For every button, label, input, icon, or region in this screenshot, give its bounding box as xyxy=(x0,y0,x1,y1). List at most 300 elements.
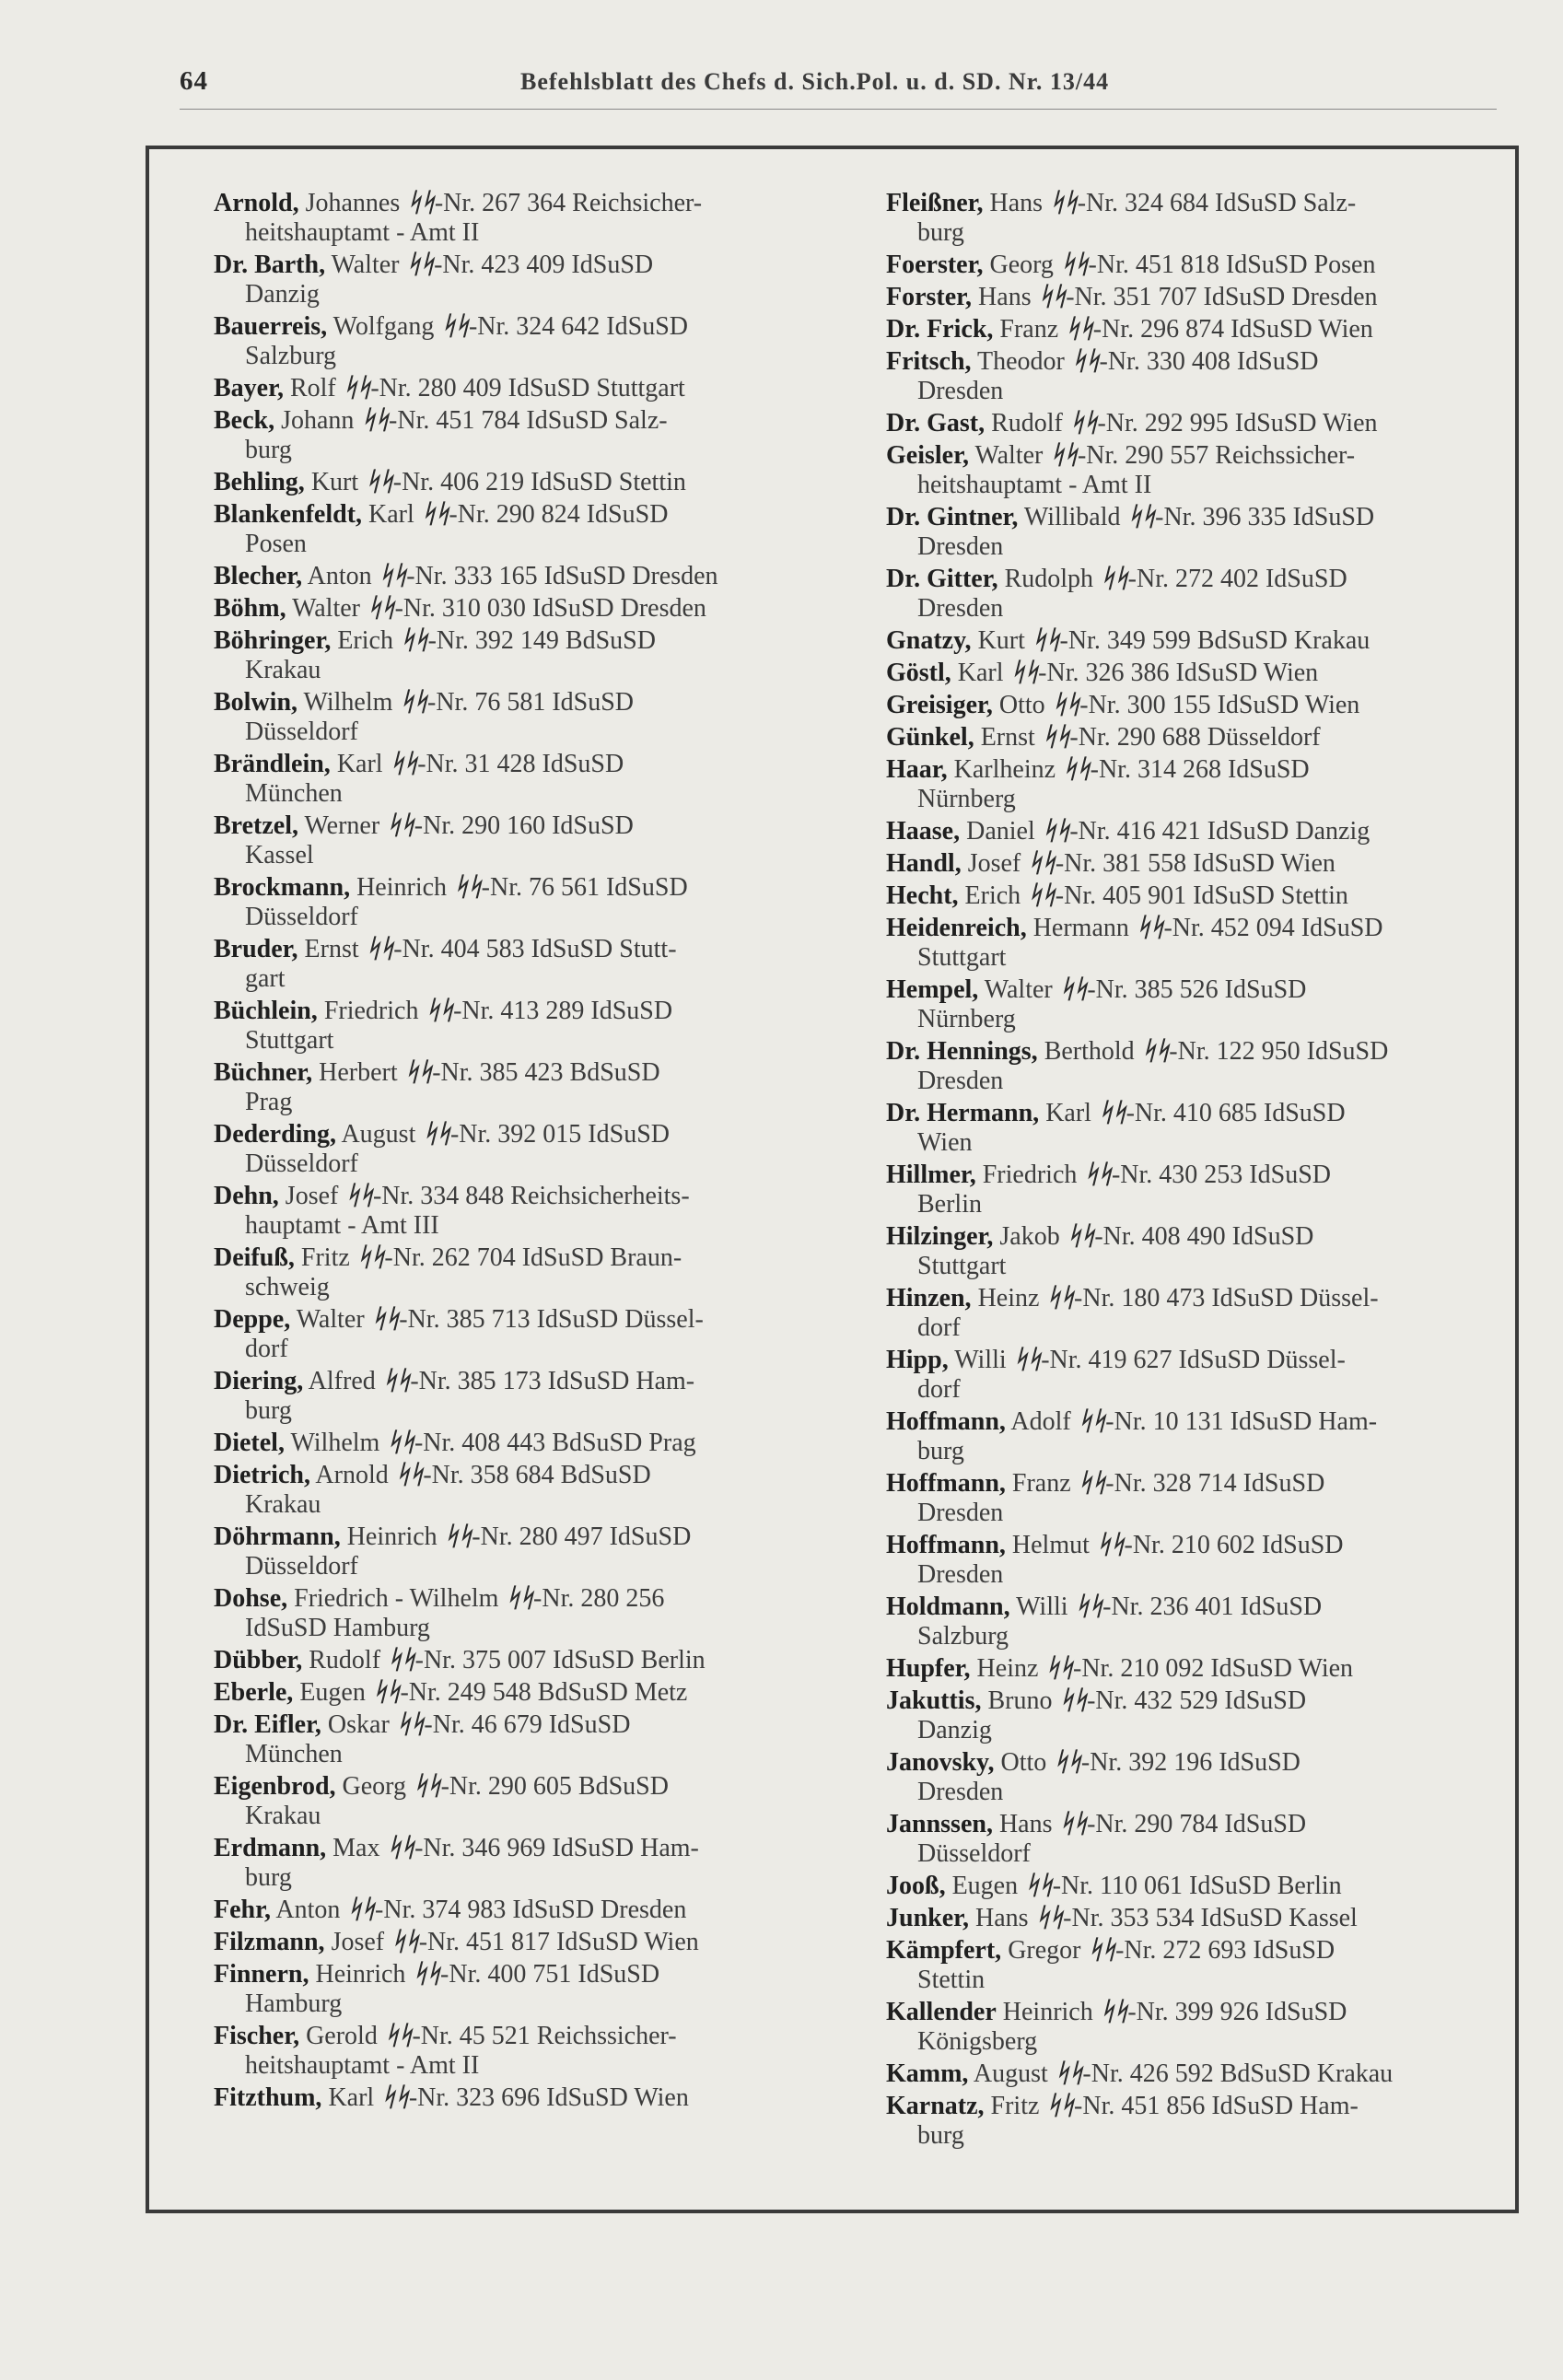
list-item xyxy=(214,500,826,559)
entry-surname: Finnern, xyxy=(214,1960,309,1989)
list-item xyxy=(214,1772,826,1831)
entry-continuation: Krakau xyxy=(245,1490,321,1519)
left-column xyxy=(214,189,826,2116)
entry-surname: Fischer, xyxy=(214,2022,300,2050)
entry-surname: Dehn, xyxy=(214,1182,279,1210)
entry-first-name: Ernst xyxy=(974,723,1042,752)
list-item xyxy=(886,1810,1499,1869)
ss-rune-icon: ᛋᛋ xyxy=(1070,347,1099,376)
list-item xyxy=(214,1646,826,1675)
ss-rune-icon: ᛋᛋ xyxy=(1054,2059,1082,2088)
entry-surname: Holdmann, xyxy=(886,1592,1010,1621)
right-column xyxy=(886,189,1499,2153)
entry-number-office: -Nr. 419 627 IdSuSD Düssel- xyxy=(1041,1346,1346,1374)
ss-rune-icon: ᛋᛋ xyxy=(365,935,393,963)
list-item xyxy=(886,1222,1499,1281)
entry-first-name: Hans xyxy=(972,283,1038,311)
entry-number-office: -Nr. 272 693 IdSuSD xyxy=(1115,1936,1336,1965)
entry-number-office: -Nr. 280 409 IdSuSD Stuttgart xyxy=(370,374,685,402)
ss-rune-icon: ᛋᛋ xyxy=(403,1058,432,1087)
entry-number-office: -Nr. 328 714 IdSuSD xyxy=(1105,1469,1325,1498)
ss-rune-icon: ᛋᛋ xyxy=(453,873,481,902)
entry-first-name: Kurt xyxy=(971,626,1032,655)
ss-rune-icon: ᛋᛋ xyxy=(1044,1654,1073,1683)
entry-surname: Deifuß, xyxy=(214,1243,295,1272)
entry-first-name: Johannes xyxy=(298,189,407,217)
list-item xyxy=(214,406,826,465)
entry-first-name: Adolf xyxy=(1005,1407,1078,1436)
entry-continuation: Prag xyxy=(245,1088,293,1116)
entry-first-name: Rudolf xyxy=(985,409,1069,438)
entry-first-name: Friedrich xyxy=(317,997,426,1025)
entry-first-name: Eugen xyxy=(945,1872,1025,1900)
entry-first-name: Erich xyxy=(331,626,400,655)
ss-rune-icon: ᛋᛋ xyxy=(443,1522,472,1551)
ss-rune-icon: ᛋᛋ xyxy=(371,1678,400,1707)
list-item xyxy=(886,2059,1499,2089)
entry-continuation: Danzig xyxy=(245,280,320,309)
entry-continuation: Dresden xyxy=(917,1067,1004,1095)
list-item xyxy=(214,1305,826,1364)
entry-first-name: Johann xyxy=(274,406,361,435)
entry-surname: Karnatz, xyxy=(886,2092,985,2120)
entry-first-name: Willi xyxy=(948,1346,1013,1374)
entry-continuation: Stuttgart xyxy=(245,1026,334,1055)
entry-continuation: Krakau xyxy=(245,1802,321,1830)
entry-number-office: -Nr. 381 558 IdSuSD Wien xyxy=(1055,849,1336,878)
ss-rune-icon: ᛋᛋ xyxy=(378,562,406,590)
list-item xyxy=(886,1531,1499,1590)
entry-continuation: Nürnberg xyxy=(917,785,1016,813)
list-item xyxy=(214,1834,826,1893)
entry-surname: Behling, xyxy=(214,468,305,496)
entry-surname: Junker, xyxy=(886,1904,970,1932)
ss-rune-icon: ᛋᛋ xyxy=(386,1429,414,1457)
list-item xyxy=(886,283,1499,312)
entry-first-name: Heinrich xyxy=(350,873,454,902)
entry-continuation: Berlin xyxy=(917,1190,982,1219)
ss-rune-icon: ᛋᛋ xyxy=(365,468,392,496)
entry-first-name: Hermann xyxy=(1026,914,1136,942)
ss-rune-icon: ᛋᛋ xyxy=(1034,1904,1063,1932)
entry-first-name: Rudolf xyxy=(302,1646,388,1674)
entry-number-office: -Nr. 430 253 IdSuSD xyxy=(1111,1161,1331,1189)
entry-number-office: -Nr. 76 581 IdSuSD xyxy=(427,688,635,717)
entry-continuation: hauptamt - Amt III xyxy=(245,1211,439,1240)
entry-continuation: burg xyxy=(917,2121,964,2150)
entry-number-office: -Nr. 324 642 IdSuSD xyxy=(468,312,688,341)
entry-first-name: Wolfgang xyxy=(327,312,441,341)
ss-rune-icon: ᛋᛋ xyxy=(1065,315,1092,344)
entry-number-office: -Nr. 290 557 Reichssicher- xyxy=(1077,441,1356,470)
entry-surname: Hillmer, xyxy=(886,1161,976,1189)
entry-number-office: -Nr. 310 030 IdSuSD Dresden xyxy=(394,594,706,623)
entry-surname: Bauerreis, xyxy=(214,312,328,341)
entry-continuation: Nürnberg xyxy=(917,1005,1016,1033)
ss-rune-icon: ᛋᛋ xyxy=(356,1243,384,1272)
ss-rune-icon: ᛋᛋ xyxy=(1049,189,1077,217)
entry-surname: Haase, xyxy=(886,817,961,846)
entry-continuation: München xyxy=(245,1740,343,1768)
ss-rune-icon: ᛋᛋ xyxy=(1068,409,1097,438)
entry-number-office: -Nr. 432 529 IdSuSD xyxy=(1087,1686,1307,1715)
ss-rune-icon: ᛋᛋ xyxy=(1045,2092,1074,2120)
entry-number-office: -Nr. 392 015 IdSuSD xyxy=(449,1120,670,1149)
entry-continuation: Dresden xyxy=(917,1778,1004,1806)
ss-rune-icon: ᛋᛋ xyxy=(1140,1037,1169,1066)
entry-continuation: Dresden xyxy=(917,532,1004,561)
entry-first-name: Kurt xyxy=(304,468,366,496)
ss-rune-icon: ᛋᛋ xyxy=(1066,1222,1094,1251)
entry-first-name: Fritz xyxy=(294,1243,356,1272)
list-item xyxy=(886,691,1499,720)
ss-rune-icon: ᛋᛋ xyxy=(1058,1810,1087,1838)
entry-continuation: burg xyxy=(917,1437,964,1465)
entry-continuation: burg xyxy=(245,436,292,464)
ss-rune-icon: ᛋᛋ xyxy=(1074,1592,1102,1621)
ss-rune-icon: ᛋᛋ xyxy=(386,811,414,840)
entry-first-name: Ernst xyxy=(297,935,366,963)
entry-continuation: burg xyxy=(245,1863,292,1892)
header-rule xyxy=(180,109,1497,110)
entry-first-name: August xyxy=(968,2059,1055,2088)
list-item xyxy=(214,1182,826,1241)
entry-continuation: burg xyxy=(917,218,964,247)
entry-number-office: -Nr. 385 526 IdSuSD xyxy=(1087,975,1307,1004)
entry-surname: Beck, xyxy=(214,406,275,435)
entry-first-name: Franz xyxy=(1005,1469,1078,1498)
entry-continuation: burg xyxy=(245,1396,292,1425)
entry-continuation: Stettin xyxy=(917,1966,986,1994)
entry-number-office: -Nr. 385 713 IdSuSD Düssel- xyxy=(399,1305,704,1334)
list-item xyxy=(886,1904,1499,1933)
entry-continuation: Stuttgart xyxy=(917,1252,1007,1280)
entry-surname: Fitzthum, xyxy=(214,2083,322,2112)
ss-rune-icon: ᛋᛋ xyxy=(389,750,417,778)
entry-surname: Bretzel, xyxy=(214,811,298,840)
entry-first-name: Arnold xyxy=(309,1461,395,1489)
entry-surname: Fleißner, xyxy=(886,189,984,217)
entry-number-office: -Nr. 408 490 IdSuSD xyxy=(1094,1222,1314,1251)
entry-number-office: -Nr. 296 874 IdSuSD Wien xyxy=(1092,315,1373,344)
entry-number-office: -Nr. 249 548 BdSuSD Metz xyxy=(400,1678,688,1707)
entry-continuation: Stuttgart xyxy=(917,943,1007,972)
entry-continuation: Dresden xyxy=(917,1499,1004,1527)
entry-surname: Böhm, xyxy=(214,594,286,623)
entry-surname: Hoffmann, xyxy=(886,1469,1006,1498)
ss-rune-icon: ᛋᛋ xyxy=(425,997,453,1025)
list-item xyxy=(214,750,826,809)
entry-number-office: -Nr. 349 599 BdSuSD Krakau xyxy=(1059,626,1371,655)
entry-number-office: -Nr. 326 386 IdSuSD Wien xyxy=(1038,659,1319,687)
entry-first-name: Alfred xyxy=(303,1367,382,1395)
entry-number-office: -Nr. 416 421 IdSuSD Danzig xyxy=(1069,817,1371,846)
entry-number-office: -Nr. 10 131 IdSuSD Ham- xyxy=(1105,1407,1378,1436)
list-item xyxy=(886,1686,1499,1745)
ss-rune-icon: ᛋᛋ xyxy=(1031,626,1059,655)
list-item xyxy=(886,975,1499,1034)
entry-first-name: Otto xyxy=(992,691,1052,719)
entry-number-office: -Nr. 300 155 IdSuSD Wien xyxy=(1079,691,1360,719)
ss-rune-icon: ᛋᛋ xyxy=(399,626,427,655)
entry-continuation: Kassel xyxy=(245,841,314,869)
entry-continuation: Dresden xyxy=(917,377,1004,405)
ss-rune-icon: ᛋᛋ xyxy=(380,2083,408,2112)
entry-first-name: Karl xyxy=(321,2083,381,2112)
list-item xyxy=(214,1678,826,1708)
list-item xyxy=(214,626,826,685)
ss-rune-icon: ᛋᛋ xyxy=(1062,755,1090,784)
ss-rune-icon: ᛋᛋ xyxy=(1077,1407,1105,1436)
entry-first-name: Heinrich xyxy=(996,1998,1100,2026)
ss-rune-icon: ᛋᛋ xyxy=(1012,1346,1041,1374)
entry-surname: Bayer, xyxy=(214,374,284,402)
entry-continuation: Krakau xyxy=(245,656,321,684)
ss-rune-icon: ᛋᛋ xyxy=(412,1960,440,1989)
entry-surname: Brändlein, xyxy=(214,750,331,778)
entry-first-name: Berthold xyxy=(1037,1037,1141,1066)
entry-first-name: Theodor xyxy=(971,347,1071,376)
entry-surname: Dr. Barth, xyxy=(214,251,326,279)
list-item xyxy=(214,1960,826,2019)
frame-bottom-rule xyxy=(147,2211,1519,2213)
list-item xyxy=(886,626,1499,656)
entry-number-office: -Nr. 290 605 BdSuSD xyxy=(440,1772,669,1801)
entry-continuation: Düsseldorf xyxy=(245,1149,358,1178)
entry-surname: Göstl, xyxy=(886,659,951,687)
list-item xyxy=(886,817,1499,846)
ss-rune-icon: ᛋᛋ xyxy=(342,374,370,402)
entry-number-office: -Nr. 324 684 IdSuSD Salz- xyxy=(1077,189,1357,217)
entry-surname: Dohse, xyxy=(214,1584,288,1613)
entry-surname: Fritsch, xyxy=(886,347,972,376)
entry-surname: Dr. Gast, xyxy=(886,409,986,438)
ss-rune-icon: ᛋᛋ xyxy=(406,189,434,217)
ss-rune-icon: ᛋᛋ xyxy=(346,1896,375,1924)
entry-number-office: -Nr. 451 856 IdSuSD Ham- xyxy=(1074,2092,1359,2120)
entry-number-office: -Nr. 392 196 IdSuSD xyxy=(1080,1748,1301,1777)
list-item xyxy=(886,315,1499,344)
list-item xyxy=(214,1896,826,1925)
page-number: 64 xyxy=(180,66,208,96)
entry-number-office: -Nr. 122 950 IdSuSD xyxy=(1169,1037,1389,1066)
entry-surname: Dietrich, xyxy=(214,1461,310,1489)
entry-first-name: Oskar xyxy=(321,1710,396,1739)
entry-number-office: -Nr. 76 561 IdSuSD xyxy=(481,873,688,902)
entry-continuation: heitshauptamt - Amt II xyxy=(917,471,1152,499)
ss-rune-icon: ᛋᛋ xyxy=(505,1584,533,1613)
ss-rune-icon: ᛋᛋ xyxy=(394,1461,423,1489)
entry-surname: Dr. Eifler, xyxy=(214,1710,321,1739)
entry-first-name: Daniel xyxy=(960,817,1042,846)
ss-rune-icon: ᛋᛋ xyxy=(1024,1872,1052,1900)
list-item xyxy=(886,1998,1499,2057)
list-item xyxy=(214,374,826,403)
list-item xyxy=(886,1284,1499,1343)
list-item xyxy=(214,1522,826,1581)
list-item xyxy=(886,441,1499,500)
list-item xyxy=(214,189,826,248)
list-item xyxy=(886,914,1499,973)
entry-number-office: -Nr. 210 602 IdSuSD xyxy=(1124,1531,1344,1559)
entry-surname: Blankenfeldt, xyxy=(214,500,363,529)
entry-number-office: -Nr. 423 409 IdSuSD xyxy=(434,251,654,279)
entry-first-name: Walter xyxy=(290,1305,371,1334)
entry-surname: Döhrmann, xyxy=(214,1522,341,1551)
ss-rune-icon: ᛋᛋ xyxy=(381,1367,410,1395)
entry-continuation: Wien xyxy=(917,1128,973,1157)
ss-rune-icon: ᛋᛋ xyxy=(387,1646,414,1674)
ss-rune-icon: ᛋᛋ xyxy=(1051,691,1079,719)
entry-first-name: Heinrich xyxy=(309,1960,413,1989)
ss-rune-icon: ᛋᛋ xyxy=(422,1120,449,1149)
entry-number-office: -Nr. 280 256 xyxy=(533,1584,665,1613)
entry-number-office: -Nr. 180 473 IdSuSD Düssel- xyxy=(1074,1284,1379,1312)
entry-continuation: Dresden xyxy=(917,1560,1004,1589)
entry-surname: Gnatzy, xyxy=(886,626,972,655)
entry-continuation: München xyxy=(245,779,343,808)
entry-number-office: -Nr. 290 824 IdSuSD xyxy=(449,500,669,529)
entry-surname: Jooß, xyxy=(886,1872,946,1900)
entry-first-name: Heinz xyxy=(971,1284,1046,1312)
list-item xyxy=(214,1243,826,1302)
list-item xyxy=(886,755,1499,814)
entry-number-office: -Nr. 392 149 BdSuSD xyxy=(427,626,656,655)
ss-rune-icon: ᛋᛋ xyxy=(395,1710,424,1739)
entry-number-office: -Nr. 280 497 IdSuSD xyxy=(472,1522,692,1551)
entry-number-office: -Nr. 290 160 IdSuSD xyxy=(414,811,634,840)
entry-surname: Jakuttis, xyxy=(886,1686,982,1715)
entry-first-name: Heinz xyxy=(970,1654,1045,1683)
entry-first-name: Karl xyxy=(362,500,421,529)
entry-first-name: Willi xyxy=(1009,1592,1075,1621)
entry-number-office: -Nr. 426 592 BdSuSD Krakau xyxy=(1082,2059,1394,2088)
list-item xyxy=(214,1120,826,1179)
running-title: Befehlsblatt des Chefs d. Sich.Pol. u. d. SD. Nr. 13/44 xyxy=(520,68,1110,95)
list-item xyxy=(886,503,1499,562)
ss-rune-icon: ᛋᛋ xyxy=(413,1772,440,1801)
list-item xyxy=(886,251,1499,280)
entry-surname: Bruder, xyxy=(214,935,298,963)
entry-surname: Heidenreich, xyxy=(886,914,1027,942)
entry-surname: Hipp, xyxy=(886,1346,949,1374)
entry-first-name: Werner xyxy=(297,811,387,840)
list-item xyxy=(886,2092,1499,2151)
entry-first-name: Hans xyxy=(969,1904,1035,1932)
entry-first-name: Wilhelm xyxy=(284,1429,387,1457)
entry-first-name: Friedrich xyxy=(975,1161,1084,1189)
list-item xyxy=(886,1936,1499,1995)
list-item xyxy=(214,468,826,497)
ss-rune-icon: ᛋᛋ xyxy=(1009,659,1038,687)
entry-surname: Büchlein, xyxy=(214,997,318,1025)
entry-surname: Dr. Gintner, xyxy=(886,503,1019,531)
ss-rune-icon: ᛋᛋ xyxy=(1095,1531,1124,1559)
entry-first-name: Walter xyxy=(286,594,367,623)
entry-first-name: Josef xyxy=(961,849,1028,878)
entry-surname: Dederding, xyxy=(214,1120,336,1149)
entry-first-name: Eugen xyxy=(293,1678,372,1707)
ss-rune-icon: ᛋᛋ xyxy=(1045,1284,1074,1312)
ss-rune-icon: ᛋᛋ xyxy=(1077,1469,1105,1498)
ss-rune-icon: ᛋᛋ xyxy=(420,500,449,529)
entry-number-office: -Nr. 45 521 Reichssicher- xyxy=(412,2022,677,2050)
entry-surname: Dübber, xyxy=(214,1646,303,1674)
entry-surname: Günkel, xyxy=(886,723,974,752)
entry-first-name: Georg xyxy=(335,1772,413,1801)
list-item xyxy=(214,594,826,624)
entry-continuation: gart xyxy=(245,964,286,993)
entry-surname: Foerster, xyxy=(886,251,984,279)
entry-number-office: -Nr. 110 061 IdSuSD Berlin xyxy=(1052,1872,1342,1900)
list-item xyxy=(214,1058,826,1117)
entry-surname: Diering, xyxy=(214,1367,304,1395)
entry-number-office: -Nr. 292 995 IdSuSD Wien xyxy=(1097,409,1378,438)
ss-rune-icon: ᛋᛋ xyxy=(1059,251,1088,279)
ss-rune-icon: ᛋᛋ xyxy=(1041,817,1069,846)
entry-first-name: Heinrich xyxy=(340,1522,444,1551)
entry-continuation: Salzburg xyxy=(245,342,337,370)
list-item xyxy=(214,2022,826,2081)
entry-first-name: Karl xyxy=(1039,1099,1098,1127)
list-item xyxy=(886,1161,1499,1219)
list-item xyxy=(886,565,1499,624)
ss-rune-icon: ᛋᛋ xyxy=(1037,283,1066,311)
ss-rune-icon: ᛋᛋ xyxy=(386,1834,414,1862)
list-item xyxy=(886,723,1499,752)
entry-number-office: -Nr. 399 926 IdSuSD xyxy=(1127,1998,1347,2026)
entry-surname: Janovsky, xyxy=(886,1748,995,1777)
entry-surname: Geisler, xyxy=(886,441,969,470)
entry-number-office: -Nr. 267 364 Reichsicher- xyxy=(434,189,703,217)
entry-surname: Hinzen, xyxy=(886,1284,972,1312)
entry-first-name: Franz xyxy=(993,315,1066,344)
entry-first-name: Gregor xyxy=(1001,1936,1088,1965)
entry-surname: Dr. Hermann, xyxy=(886,1099,1040,1127)
entry-first-name: Fritz xyxy=(984,2092,1046,2120)
entry-surname: Dr. Hennings, xyxy=(886,1037,1038,1066)
list-item xyxy=(886,1654,1499,1684)
list-item xyxy=(886,409,1499,438)
entry-surname: Jannssen, xyxy=(886,1810,993,1838)
entry-number-office: -Nr. 210 092 IdSuSD Wien xyxy=(1073,1654,1354,1683)
ss-rune-icon: ᛋᛋ xyxy=(1027,849,1055,878)
entry-number-office: -Nr. 400 751 IdSuSD xyxy=(440,1960,660,1989)
list-item xyxy=(214,935,826,994)
entry-surname: Deppe, xyxy=(214,1305,291,1334)
entry-surname: Filzmann, xyxy=(214,1928,325,1956)
ss-rune-icon: ᛋᛋ xyxy=(1135,914,1163,942)
entry-first-name: Josef xyxy=(278,1182,345,1210)
entry-continuation: Danzig xyxy=(917,1716,992,1744)
list-item xyxy=(886,1469,1499,1528)
entry-first-name: Walter xyxy=(968,441,1050,470)
entry-surname: Forster, xyxy=(886,283,973,311)
entry-first-name: Anton xyxy=(302,562,379,590)
ss-rune-icon: ᛋᛋ xyxy=(405,251,434,279)
list-item xyxy=(214,688,826,747)
ss-rune-icon: ᛋᛋ xyxy=(1087,1936,1115,1965)
entry-continuation: Düsseldorf xyxy=(245,1552,358,1581)
entry-number-office: -Nr. 290 784 IdSuSD xyxy=(1087,1810,1307,1838)
entry-first-name: Erich xyxy=(958,881,1028,910)
entry-continuation: Düsseldorf xyxy=(245,903,358,931)
entry-number-office: -Nr. 314 268 IdSuSD xyxy=(1090,755,1310,784)
entry-number-office: -Nr. 358 684 BdSuSD xyxy=(423,1461,651,1489)
entry-first-name: Rudolph xyxy=(997,565,1101,593)
list-item xyxy=(886,1407,1499,1466)
list-item xyxy=(886,189,1499,248)
